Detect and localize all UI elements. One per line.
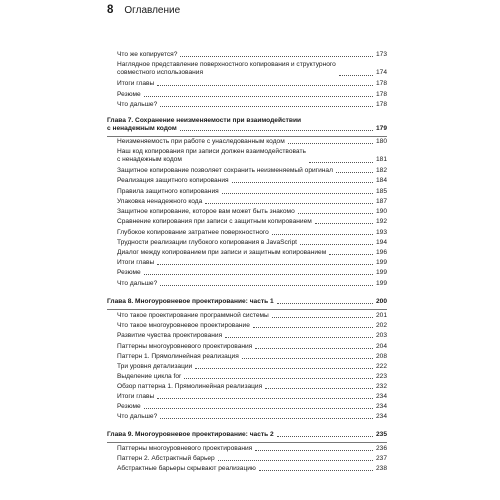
toc-entry-label: Реализация защитного копирования xyxy=(117,177,229,184)
toc-entry[interactable] xyxy=(107,373,387,381)
toc-entry-label: Паттерн 2. Абстрактный барьер xyxy=(117,455,215,462)
toc-entry-page: 204 xyxy=(375,343,387,350)
toc-entry-page: 237 xyxy=(375,455,387,462)
toc-entry-page: 196 xyxy=(375,249,387,256)
chapter-page: 235 xyxy=(375,431,387,438)
toc-entry-label: Резюме xyxy=(117,269,141,276)
dot-leader xyxy=(315,223,373,224)
toc-entry[interactable] xyxy=(107,455,387,463)
toc-entry-page: 182 xyxy=(375,167,387,174)
toc-entry-page: 199 xyxy=(375,280,387,287)
toc-entry-label: Наглядное представление поверхностного копирования и структурного совместного использования xyxy=(117,61,336,77)
toc-entry-page: 180 xyxy=(375,138,387,145)
toc-entry-page: 194 xyxy=(375,239,387,246)
dot-leader xyxy=(255,450,373,451)
toc-entry-page: 192 xyxy=(375,218,387,225)
dot-leader xyxy=(218,460,373,461)
chapter-8-heading[interactable] xyxy=(107,298,387,306)
toc-entry[interactable] xyxy=(107,383,387,391)
toc-entry[interactable] xyxy=(107,188,387,196)
toc-entry-label: Выделение цикла for xyxy=(117,373,182,380)
toc-entry-label: Итоги главы xyxy=(117,80,155,87)
toc-entry-page: 222 xyxy=(375,363,387,370)
toc-entry-label: Итоги главы xyxy=(117,259,155,266)
toc-entry-page: 184 xyxy=(375,177,387,184)
toc-entry-page: 208 xyxy=(375,353,387,360)
toc-entry[interactable] xyxy=(107,403,387,411)
toc-entry[interactable] xyxy=(107,208,387,216)
toc-entry-label: Резюме xyxy=(117,91,141,98)
dot-leader xyxy=(272,317,373,318)
toc-entry-page: 223 xyxy=(375,373,387,380)
toc-entry-label: Паттерны многоуровневого проектирования xyxy=(117,445,253,452)
toc-entry-page: 232 xyxy=(375,383,387,390)
toc-entry-page: 238 xyxy=(375,465,387,472)
dot-leader xyxy=(298,213,373,214)
toc-entry[interactable] xyxy=(107,167,387,175)
dot-leader xyxy=(272,234,373,235)
toc-entry-label: Что дальше? xyxy=(117,280,158,287)
toc-entry[interactable] xyxy=(107,280,387,288)
toc-entry-page: 203 xyxy=(375,332,387,339)
toc-entry-label: Паттерн 1. Прямолинейная реализация xyxy=(117,353,239,360)
dot-leader xyxy=(160,106,373,107)
chapter-title: с ненадежным кодом xyxy=(107,125,177,132)
toc-entry-page: 185 xyxy=(375,188,387,195)
chapter-7-heading-line2[interactable] xyxy=(107,125,387,133)
page-number: 8 xyxy=(107,4,114,16)
toc-entry[interactable] xyxy=(107,332,387,340)
toc-entry[interactable] xyxy=(107,363,387,371)
chapter-title: Глава 8. Многоуровневое проектирование: часть 1 xyxy=(107,298,274,305)
chapter-7-heading[interactable]: Глава 7. Сохранение неизменяемости при взаимодействии xyxy=(107,117,302,124)
toc-entry-page: 199 xyxy=(375,259,387,266)
toc-entry-label: Три уровня детализации xyxy=(117,363,193,370)
dot-leader xyxy=(288,143,373,144)
toc-entry[interactable] xyxy=(107,322,387,330)
toc-entry[interactable] xyxy=(107,198,387,206)
toc-entry-page: 174 xyxy=(375,69,387,77)
toc-entry-page: 234 xyxy=(375,403,387,410)
dot-leader xyxy=(339,75,373,76)
dot-leader xyxy=(157,264,373,265)
toc-entry-page: 199 xyxy=(375,269,387,276)
toc-entry-page: 178 xyxy=(375,101,387,108)
dot-leader xyxy=(160,285,373,286)
chapter-page: 200 xyxy=(375,298,387,305)
dot-leader xyxy=(157,85,373,86)
dot-leader xyxy=(180,56,373,57)
table-of-contents xyxy=(107,0,387,500)
toc-entry-label: Сравнение копирования при записи с защитным копированием xyxy=(117,218,312,225)
toc-entry-page: 173 xyxy=(375,51,387,58)
toc-entry-page: 178 xyxy=(375,80,387,87)
toc-entry-label: Обзор паттерна 1. Прямолинейная реализация xyxy=(117,383,263,390)
toc-entry-page: 193 xyxy=(375,229,387,236)
toc-entry[interactable] xyxy=(107,101,387,109)
toc-entry-page: 202 xyxy=(375,322,387,329)
chapter-title: Глава 9. Многоуровневое проектирование: часть 2 xyxy=(107,431,274,438)
toc-entry-label: Резюме xyxy=(117,403,141,410)
toc-entry[interactable] xyxy=(107,218,387,226)
dot-leader xyxy=(225,337,373,338)
toc-entry[interactable] xyxy=(107,91,387,99)
toc-entry-page: 236 xyxy=(375,445,387,452)
toc-entry-label: Защитное копирование позволяет сохранить неизменяемый оригинал xyxy=(117,167,333,174)
toc-entry[interactable] xyxy=(107,343,387,351)
dot-leader xyxy=(232,182,373,183)
toc-entry-label: Неизменяемость при работе с унаследованным кодом xyxy=(117,138,285,145)
toc-entry-label: Итоги главы xyxy=(117,393,155,400)
toc-entry-page: 190 xyxy=(375,208,387,215)
dot-leader xyxy=(144,274,373,275)
toc-entry-label: Развитие чувства проектирования xyxy=(117,332,223,339)
dot-leader xyxy=(253,327,373,328)
chapter-page: 179 xyxy=(375,125,387,132)
dot-leader xyxy=(277,303,373,304)
toc-entry[interactable] xyxy=(107,148,387,165)
toc-entry-label: Упаковка ненадежного кода xyxy=(117,198,203,205)
toc-entry[interactable] xyxy=(107,51,387,59)
dot-leader xyxy=(255,348,373,349)
toc-entry[interactable] xyxy=(107,465,387,473)
toc-entry-label: Что дальше? xyxy=(117,101,158,108)
toc-entry[interactable] xyxy=(107,413,387,421)
toc-entry[interactable] xyxy=(107,269,387,277)
dot-leader xyxy=(309,162,373,163)
dot-leader xyxy=(259,470,373,471)
toc-entry-label: Что такое проектирование программной системы xyxy=(117,312,269,319)
toc-entry[interactable] xyxy=(107,445,387,453)
dot-leader xyxy=(277,436,373,437)
toc-entry[interactable] xyxy=(107,138,387,146)
toc-entry-label: Глубокое копирование затратнее поверхностного xyxy=(117,229,269,236)
dot-leader xyxy=(222,193,373,194)
toc-entry[interactable] xyxy=(107,393,387,401)
toc-entry[interactable] xyxy=(107,177,387,185)
toc-entry-label: Паттерны многоуровневого проектирования xyxy=(117,343,253,350)
toc-entry-label: Наш код копирования при записи должен взаимодействовать с ненадежным кодом xyxy=(117,148,306,164)
dot-leader xyxy=(195,368,373,369)
running-head: Оглавление xyxy=(124,5,181,16)
toc-entry-label: Защитное копирование, которое вам может быть знакомо xyxy=(117,208,295,215)
toc-entry[interactable] xyxy=(107,80,387,88)
toc-entry-page: 201 xyxy=(375,312,387,319)
toc-entry-page: 187 xyxy=(375,198,387,205)
chapter-divider xyxy=(107,309,387,310)
toc-entry[interactable] xyxy=(107,312,387,320)
dot-leader xyxy=(144,96,373,97)
toc-entry[interactable] xyxy=(107,239,387,247)
dot-leader xyxy=(157,398,373,399)
toc-entry-page: 178 xyxy=(375,91,387,98)
chapter-divider xyxy=(107,136,387,137)
dot-leader xyxy=(329,254,373,255)
toc-entry-label: Диалог между копированием при записи и защитным копированием xyxy=(117,249,327,256)
dot-leader xyxy=(336,172,373,173)
dot-leader xyxy=(300,244,373,245)
toc-entry-page: 181 xyxy=(375,156,387,164)
toc-entry[interactable] xyxy=(107,249,387,257)
dot-leader xyxy=(144,408,373,409)
dot-leader xyxy=(242,358,373,359)
chapter-divider xyxy=(107,442,387,443)
toc-entry[interactable] xyxy=(107,353,387,361)
toc-entry-label: Что дальше? xyxy=(117,413,158,420)
toc-entry-label: Правила защитного копирования xyxy=(117,188,219,195)
toc-entry-page: 234 xyxy=(375,393,387,400)
toc-entry-label: Трудности реализации глубокого копирования в JavaScript xyxy=(117,239,297,246)
dot-leader xyxy=(205,203,373,204)
toc-entry[interactable] xyxy=(107,259,387,267)
toc-entry-label: Абстрактные барьеры скрывают реализацию xyxy=(117,465,256,472)
dot-leader xyxy=(265,388,373,389)
dot-leader xyxy=(160,418,373,419)
toc-entry-label: Что такое многоуровневое проектирование xyxy=(117,322,250,329)
chapter-9-heading[interactable] xyxy=(107,431,387,439)
toc-entry-page: 234 xyxy=(375,413,387,420)
toc-entry[interactable] xyxy=(107,61,387,78)
dot-leader xyxy=(184,378,373,379)
toc-entry[interactable] xyxy=(107,229,387,237)
dot-leader xyxy=(180,130,373,131)
toc-entry-label: Что же копируется? xyxy=(117,51,178,58)
